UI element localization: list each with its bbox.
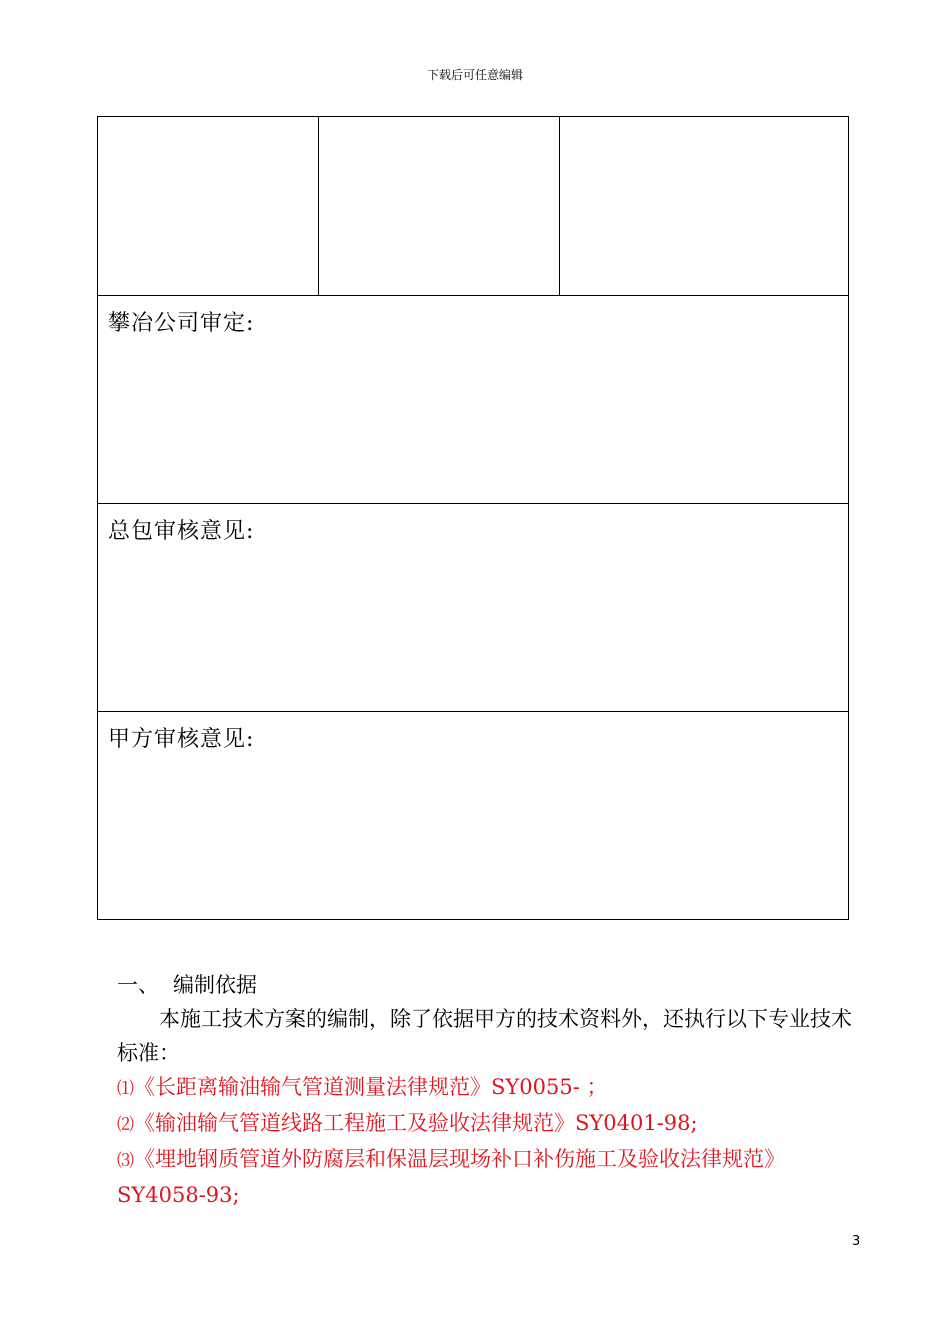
- approval-form-table: [97, 116, 849, 920]
- opinion-cell-panye: [98, 296, 849, 504]
- reference-item: [117, 1142, 862, 1212]
- compilation-basis-section: [117, 968, 862, 1212]
- opinion-label-general-contractor: 总包审核意见:: [108, 519, 255, 544]
- page-header: 下载后可任意编辑: [426, 68, 523, 82]
- reference-item: [117, 1106, 862, 1142]
- reference-item: [117, 1070, 862, 1106]
- page-number: 3: [852, 1234, 861, 1249]
- signature-cell-2: [319, 117, 560, 296]
- opinion-cell-general-contractor: [98, 504, 849, 712]
- reference-marker: ⑶: [117, 1151, 134, 1171]
- reference-marker: ⑵: [117, 1115, 134, 1135]
- section-title: 编制依据: [173, 973, 257, 997]
- opinion-row-panye: [98, 296, 849, 504]
- reference-text: 《埋地钢质管道外防腐层和保温层现场补口补伤施工及验收法律规范》SY4058-93;: [117, 1147, 785, 1207]
- opinion-cell-party-a: [98, 712, 849, 920]
- opinion-row-party-a: [98, 712, 849, 920]
- opinion-label-panye: 攀冶公司审定:: [108, 311, 255, 336]
- section-paragraph: 本施工技术方案的编制，除了依据甲方的技术资料外，还执行以下专业技术标准：: [117, 1007, 852, 1065]
- reference-text: 《长距离输油输气管道测量法律规范》SY0055- ；: [134, 1075, 608, 1099]
- signature-cell-1: [98, 117, 319, 296]
- section-number: 一、: [117, 973, 159, 997]
- opinion-row-general-contractor: [98, 504, 849, 712]
- reference-marker: ⑴: [117, 1079, 134, 1099]
- reference-list: [117, 1070, 862, 1212]
- signature-row: [98, 117, 849, 296]
- signature-cell-3: [560, 117, 849, 296]
- opinion-label-party-a: 甲方审核意见:: [108, 727, 255, 752]
- reference-text: 《输油输气管道线路工程施工及验收法律规范》SY0401-98;: [134, 1111, 698, 1135]
- section-heading: [117, 968, 862, 1002]
